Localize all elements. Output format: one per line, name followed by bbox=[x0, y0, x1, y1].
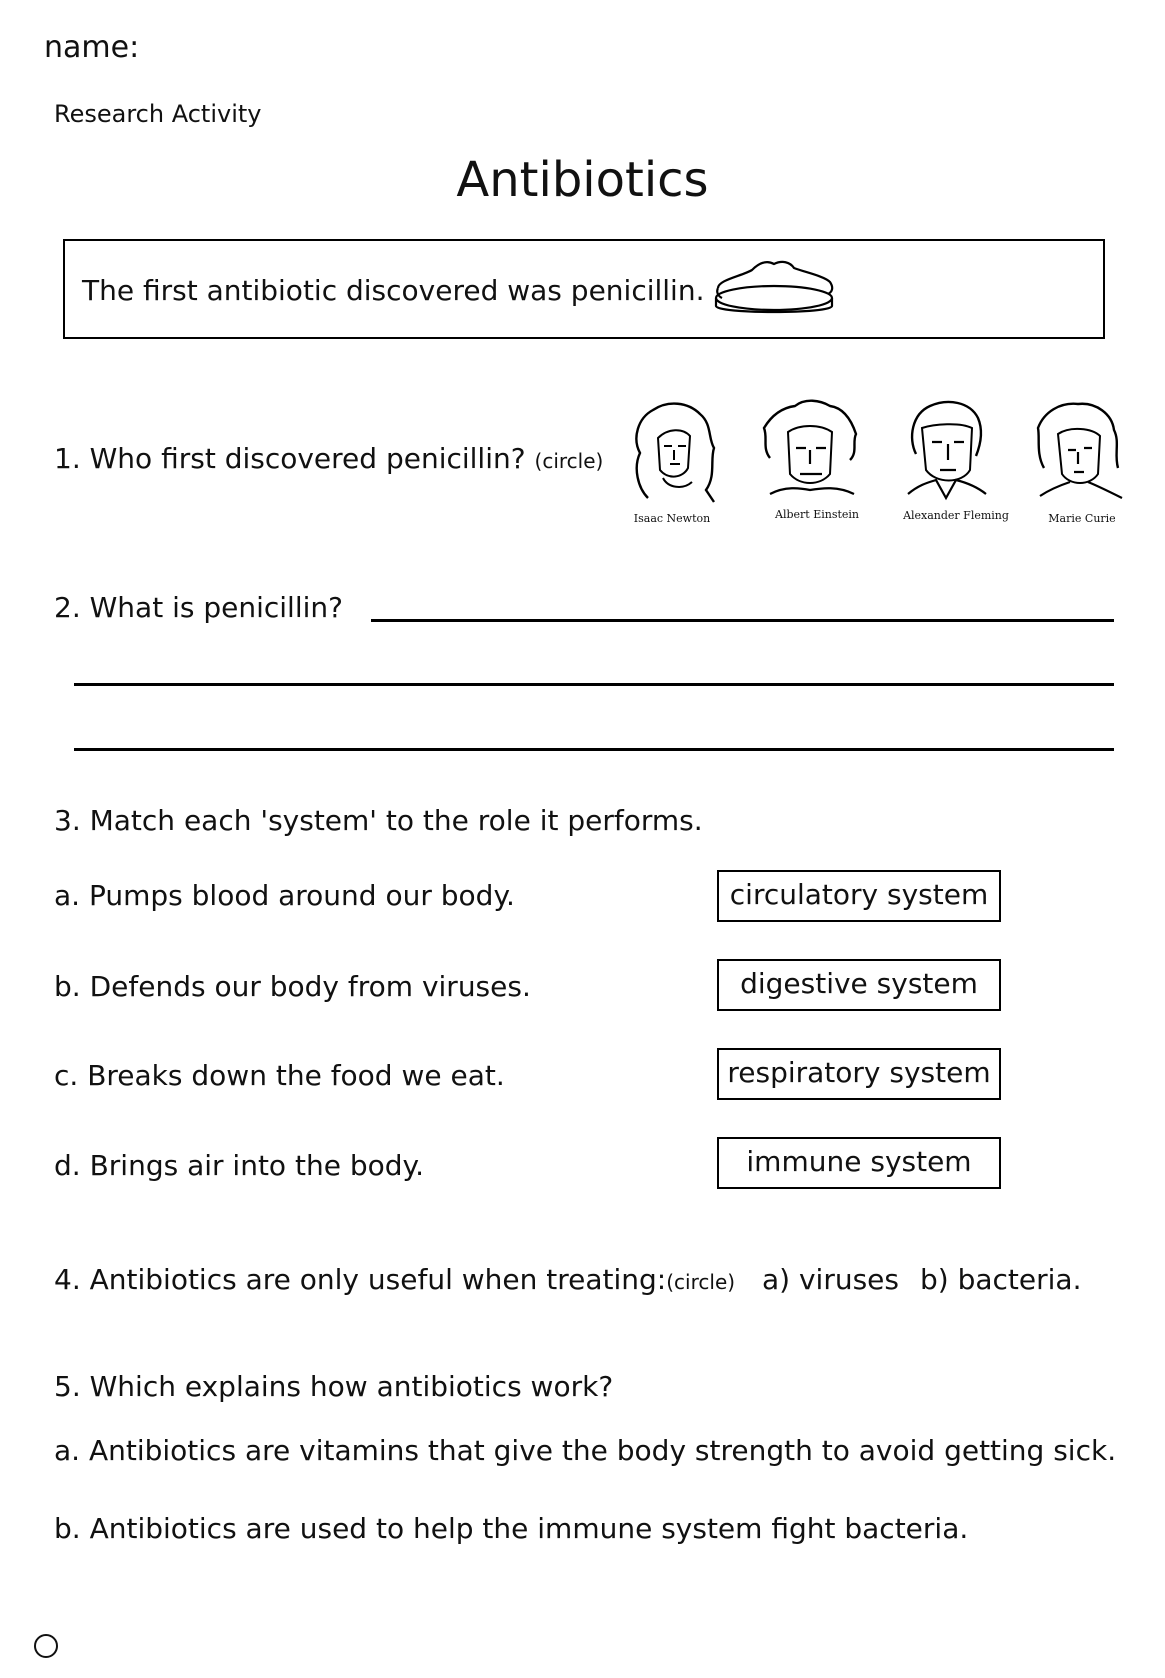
corner-circle-icon bbox=[34, 1634, 58, 1658]
portrait-curie-icon[interactable] bbox=[1030, 398, 1130, 510]
system-box-immune[interactable]: immune system bbox=[717, 1137, 1001, 1189]
portrait-newton-icon[interactable] bbox=[628, 398, 718, 508]
answer-line[interactable] bbox=[371, 619, 1114, 622]
q5-option-b[interactable]: b. Antibiotics are used to help the immune system fight bacteria. bbox=[54, 1512, 969, 1545]
role-item: a. Pumps blood around our body. bbox=[54, 879, 515, 912]
answer-line[interactable] bbox=[74, 748, 1114, 751]
system-box-circulatory[interactable]: circulatory system bbox=[717, 870, 1001, 922]
q4-option-viruses[interactable]: a) viruses bbox=[762, 1263, 899, 1296]
q4-text: 4. Antibiotics are only useful when treating: bbox=[54, 1263, 667, 1296]
q5-question: 5. Which explains how antibiotics work? bbox=[54, 1370, 614, 1403]
role-item: c. Breaks down the food we eat. bbox=[54, 1059, 505, 1092]
role-item: b. Defends our body from viruses. bbox=[54, 970, 531, 1003]
q2-question: 2. What is penicillin? bbox=[54, 591, 343, 624]
petri-dish-icon bbox=[712, 258, 838, 320]
q1-question bbox=[54, 442, 603, 475]
q1-text: 1. Who first discovered penicillin? bbox=[54, 442, 526, 475]
role-item: d. Brings air into the body. bbox=[54, 1149, 424, 1182]
q4-option-bacteria[interactable]: b) bacteria. bbox=[920, 1263, 1082, 1296]
portrait-label: Alexander Fleming bbox=[903, 509, 1009, 522]
q4-question bbox=[54, 1263, 735, 1296]
portrait-label: Albert Einstein bbox=[775, 508, 859, 521]
q3-question: 3. Match each 'system' to the role it performs. bbox=[54, 804, 703, 837]
portrait-einstein-icon[interactable] bbox=[760, 398, 860, 506]
system-box-digestive[interactable]: digestive system bbox=[717, 959, 1001, 1011]
q5-option-a[interactable]: a. Antibiotics are vitamins that give the body strength to avoid getting sick. bbox=[54, 1434, 1117, 1467]
name-label: name: bbox=[44, 30, 140, 65]
portrait-label: Isaac Newton bbox=[633, 512, 711, 525]
page-title: Antibiotics bbox=[456, 152, 709, 208]
portrait-label: Marie Curie bbox=[1048, 512, 1116, 525]
subtitle: Research Activity bbox=[54, 100, 262, 128]
answer-line[interactable] bbox=[74, 683, 1114, 686]
q4-instruction: (circle) bbox=[666, 1270, 736, 1294]
q1-instruction: (circle) bbox=[534, 449, 604, 473]
intro-text: The first antibiotic discovered was penicillin. bbox=[82, 274, 705, 307]
system-box-respiratory[interactable]: respiratory system bbox=[717, 1048, 1001, 1100]
portrait-fleming-icon[interactable] bbox=[900, 398, 992, 506]
